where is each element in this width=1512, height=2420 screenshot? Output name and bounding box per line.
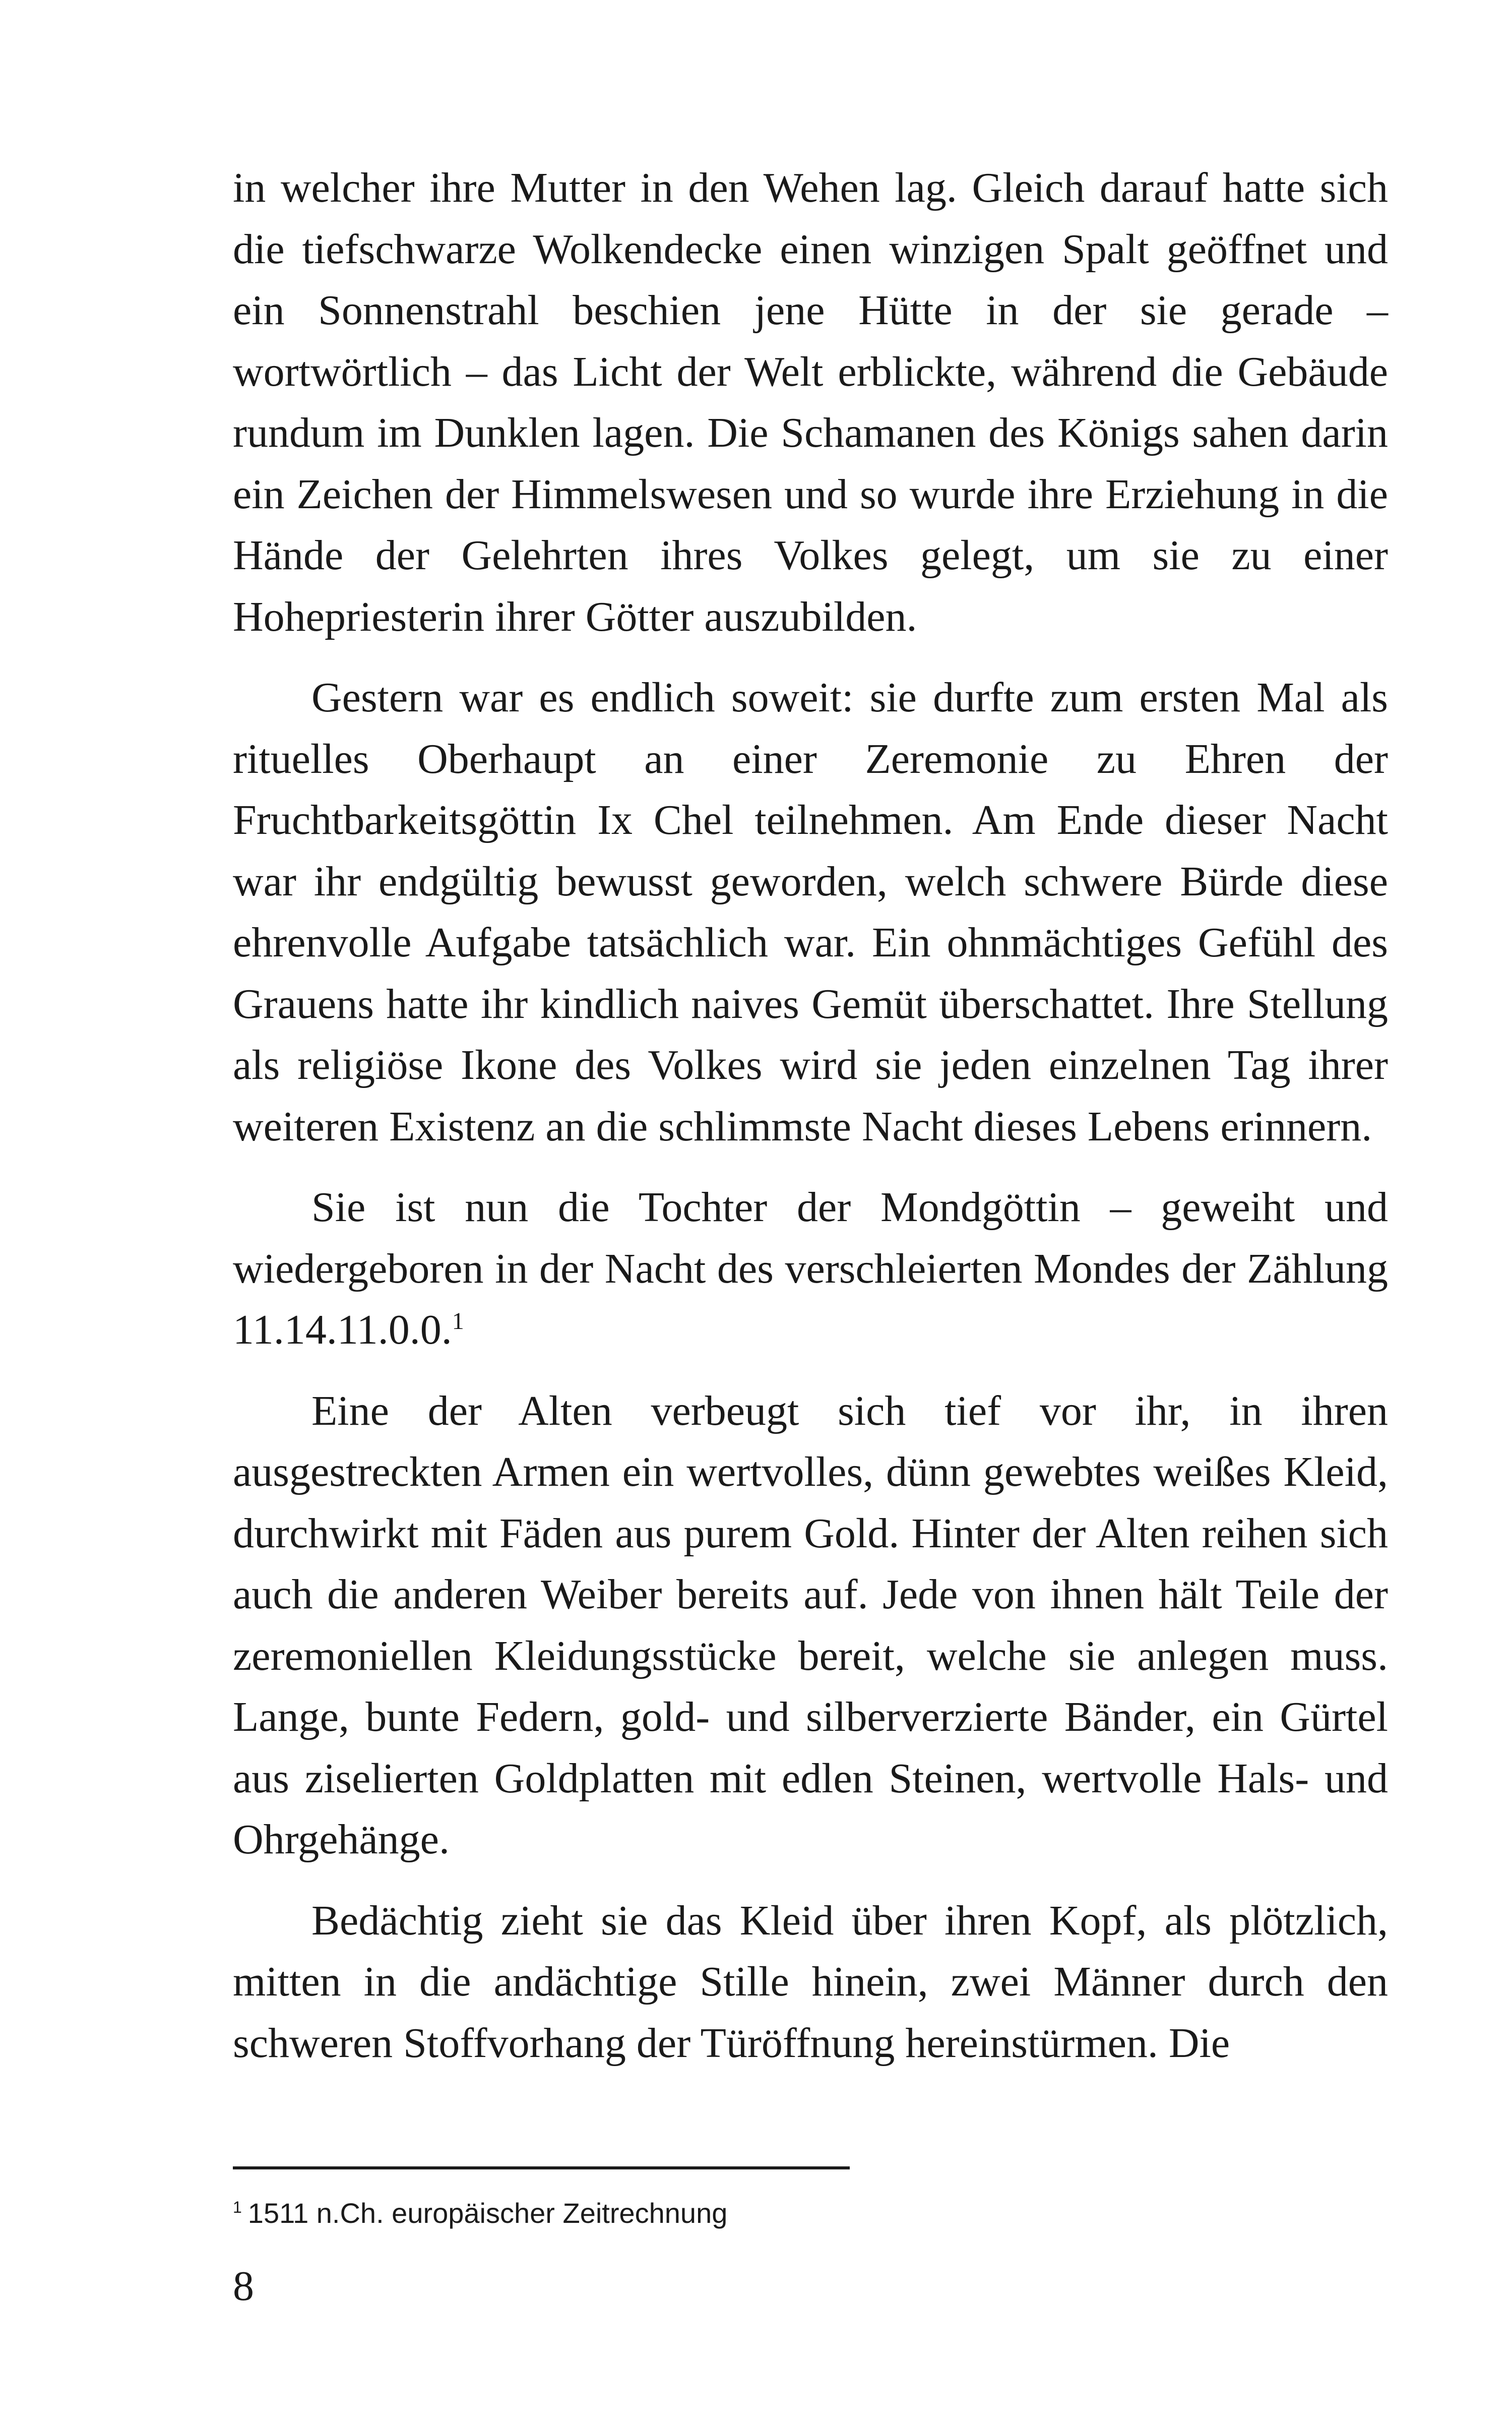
paragraph-1: in welcher ihre Mutter in den Wehen lag. Gleich darauf hatte sich die tiefschwarze Wolkendecke einen winzigen Spalt geöffnet und ein Sonnenstrahl beschien jene Hütte in der sie gerade – wortwörtlich – das Licht der Welt erblickte, während die Gebäude rundum im Dunklen lagen. Die Schamanen des Königs sahen darin ein Zeichen der Himmelswesen und so wurde ihre Erziehung in die Hände der Gelehrten ihres Volkes gelegt, um sie zu einer Hohepriesterin ihrer Götter auszubilden.	[233, 164, 1388, 640]
footnote	[233, 2193, 727, 2233]
page-number: 8	[233, 2263, 254, 2310]
paragraph-5: Bedächtig zieht sie das Kleid über ihren Kopf, als plötzlich, mitten in die andächtige Stille hinein, zwei Männer durch den schweren Stoffvorhang der Türöffnung hereinstürmen. Die	[233, 1897, 1388, 2067]
footnote-separator	[233, 2166, 850, 2169]
paragraph-3-text: Sie ist nun die Tochter der Mondgöttin – geweiht und wiedergeboren in der Nacht des verschleierten Mondes der Zählung 11.14.11.0.0.	[233, 1184, 1388, 1353]
paragraph-2: Gestern war es endlich soweit: sie durfte zum ersten Mal als rituelles Oberhaupt an einer Zeremonie zu Ehren der Fruchtbarkeitsgöttin Ix Chel teilnehmen. Am Ende dieser Nacht war ihr endgültig bewusst geworden, welch schwere Bürde diese ehrenvolle Aufgabe tatsächlich war. Ein ohnmächtiges Gefühl des Grauens hatte ihr kindlich naives Gemüt überschattet. Ihre Stellung als religiöse Ikone des Volkes wird sie jeden einzelnen Tag ihrer weiteren Existenz an die schlimmste Nacht dieses Lebens erinnern.	[233, 674, 1388, 1150]
paragraph-4: Eine der Alten verbeugt sich tief vor ihr, in ihren ausgestreckten Armen ein wertvolles, dünn gewebtes weißes Kleid, durchwirkt mit Fäden aus purem Gold. Hinter der Alten reihen sich auch die anderen Weiber bereits auf. Jede von ihnen hält Teile der zeremoniellen Kleidungsstücke bereit, welche sie anlegen muss. Lange, bunte Federn, gold- und silberverzierte Bänder, ein Gürtel aus ziselierten Goldplatten mit edlen Steinen, wertvolle Hals- und Ohrgehänge.	[233, 1387, 1388, 1863]
footnote-reference[interactable]: 1	[452, 1308, 464, 1335]
footnote-text: 1511 n.Ch. europäischer Zeitrechnung	[247, 2197, 728, 2229]
body-text	[233, 157, 1388, 2074]
paragraph-3	[233, 1177, 1388, 1361]
footnote-number: 1	[233, 2198, 242, 2217]
